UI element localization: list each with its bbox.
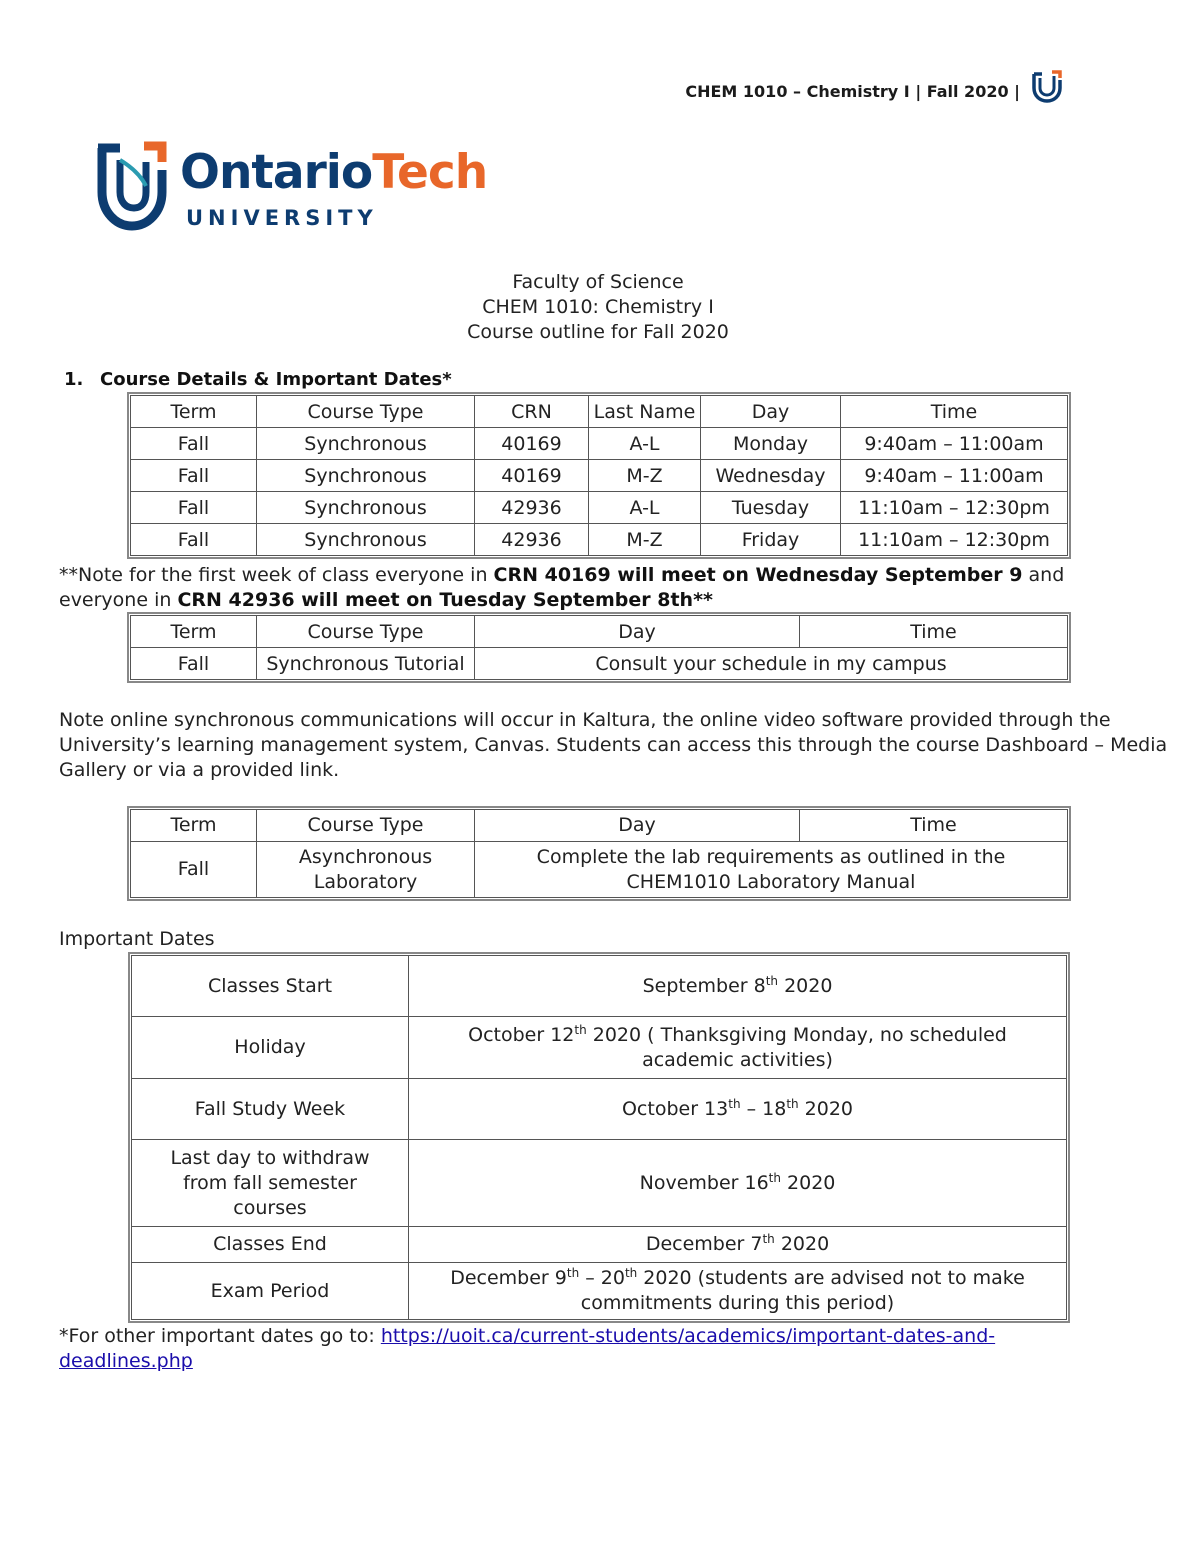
header-cell: Time (799, 615, 1068, 647)
course-type-cell: Synchronous (256, 427, 474, 459)
table-row (130, 491, 1068, 523)
logo-subtitle: UNIVERSITY (186, 206, 378, 230)
document-title (0, 270, 1196, 345)
header-cell: CRN (474, 395, 588, 427)
course-line: CHEM 1010: Chemistry I (482, 296, 714, 318)
course-type-cell: Synchronous (256, 491, 474, 523)
ontario-tech-shield-icon (96, 140, 168, 232)
important-dates-footnote: *For other important dates go to: https://uoit.ca/current-students/academics/important-dates-and-deadlines.php (59, 1325, 996, 1372)
table-row (131, 1016, 1067, 1078)
date-label-cell: Last day to withdraw from fall semester courses (131, 1139, 408, 1226)
term-cell: Fall (130, 523, 256, 556)
table-row (131, 1226, 1067, 1262)
table-row (131, 1078, 1067, 1139)
header-cell: Term (130, 615, 256, 647)
date-value-cell: December 7th 2020 (408, 1226, 1067, 1262)
table-header-row (130, 615, 1068, 647)
section-heading: 1. Course Details & Important Dates* (64, 369, 452, 390)
kaltura-note: Note online synchronous communications will occur in Kaltura, the online video software provided through the University’s learning management system, Canvas. Students can access this through the course Dashboard – Media Gallery or via a provided link. (59, 709, 1168, 781)
table-row (130, 427, 1068, 459)
time-cell: 9:40am – 11:00am (840, 427, 1068, 459)
last-name-cell: A-L (588, 427, 700, 459)
date-value-cell: September 8th 2020 (408, 955, 1067, 1016)
course-type-cell: Synchronous (256, 459, 474, 491)
course-type-cell: Asynchronous Laboratory (256, 841, 474, 898)
date-label-cell: Exam Period (131, 1262, 408, 1320)
crn-cell: 40169 (474, 427, 588, 459)
header-cell: Course Type (256, 395, 474, 427)
table-row (130, 841, 1068, 898)
logo-wordmark: OntarioTech (180, 145, 488, 200)
laboratory-table (130, 809, 1068, 898)
time-cell: 9:40am – 11:00am (840, 459, 1068, 491)
header-cell: Last Name (588, 395, 700, 427)
day-cell: Friday (700, 523, 840, 556)
date-value-cell: November 16th 2020 (408, 1139, 1067, 1226)
time-cell: 11:10am – 12:30pm (840, 523, 1068, 556)
important-dates-link[interactable]: https://uoit.ca/current-students/academics/important-dates-and-deadlines.php (59, 1325, 996, 1372)
date-value-cell: October 13th – 18th 2020 (408, 1078, 1067, 1139)
header-cell: Course Type (256, 615, 474, 647)
important-dates-label: Important Dates (59, 928, 215, 950)
time-cell: 11:10am – 12:30pm (840, 491, 1068, 523)
table-row (131, 1139, 1067, 1226)
day-cell: Wednesday (700, 459, 840, 491)
table-row (130, 523, 1068, 556)
ontario-tech-logo (96, 140, 496, 236)
date-label-cell: Fall Study Week (131, 1078, 408, 1139)
date-value-cell: October 12th 2020 ( Thanksgiving Monday, no scheduled academic activities) (408, 1016, 1067, 1078)
term-cell: Fall (130, 459, 256, 491)
crn-cell: 42936 (474, 523, 588, 556)
table-row (130, 647, 1068, 680)
table-row (131, 1262, 1067, 1320)
outline-line: Course outline for Fall 2020 (467, 321, 729, 343)
table-header-row (130, 809, 1068, 841)
crn-cell: 42936 (474, 491, 588, 523)
term-cell: Fall (130, 427, 256, 459)
tutorial-table (130, 615, 1068, 680)
day-cell: Tuesday (700, 491, 840, 523)
header-cell: Day (700, 395, 840, 427)
day-time-cell: Complete the lab requirements as outlined in the CHEM1010 Laboratory Manual (474, 841, 1068, 898)
important-dates-table (131, 955, 1067, 1320)
table-header-row (130, 395, 1068, 427)
day-cell: Monday (700, 427, 840, 459)
term-cell: Fall (130, 841, 256, 898)
course-type-cell: Synchronous (256, 523, 474, 556)
term-cell: Fall (130, 647, 256, 680)
header-cell: Time (799, 809, 1068, 841)
date-label-cell: Classes End (131, 1226, 408, 1262)
crn-cell: 40169 (474, 459, 588, 491)
header-cell: Day (474, 615, 799, 647)
course-type-cell: Synchronous Tutorial (256, 647, 474, 680)
table-row (130, 459, 1068, 491)
day-time-cell: Consult your schedule in my campus (474, 647, 1068, 680)
date-value-cell: December 9th – 20th 2020 (students are advised not to make commitments during this period) (408, 1262, 1067, 1320)
header-cell: Day (474, 809, 799, 841)
faculty-line: Faculty of Science (512, 271, 684, 293)
header-cell: Term (130, 809, 256, 841)
header-cell: Term (130, 395, 256, 427)
last-name-cell: A-L (588, 491, 700, 523)
last-name-cell: M-Z (588, 459, 700, 491)
header-cell: Time (840, 395, 1068, 427)
date-label-cell: Holiday (131, 1016, 408, 1078)
header-cell: Course Type (256, 809, 474, 841)
table-row (131, 955, 1067, 1016)
term-cell: Fall (130, 491, 256, 523)
lecture-schedule-table (130, 395, 1068, 556)
first-week-note: **Note for the first week of class everyone in CRN 40169 will meet on Wednesday September 9 and everyone in CRN 42936 will meet on Tuesday September 8th** (59, 564, 1065, 611)
university-shield-icon (1030, 68, 1064, 104)
last-name-cell: M-Z (588, 523, 700, 556)
running-header: CHEM 1010 – Chemistry I | Fall 2020 | (685, 82, 1020, 101)
date-label-cell: Classes Start (131, 955, 408, 1016)
